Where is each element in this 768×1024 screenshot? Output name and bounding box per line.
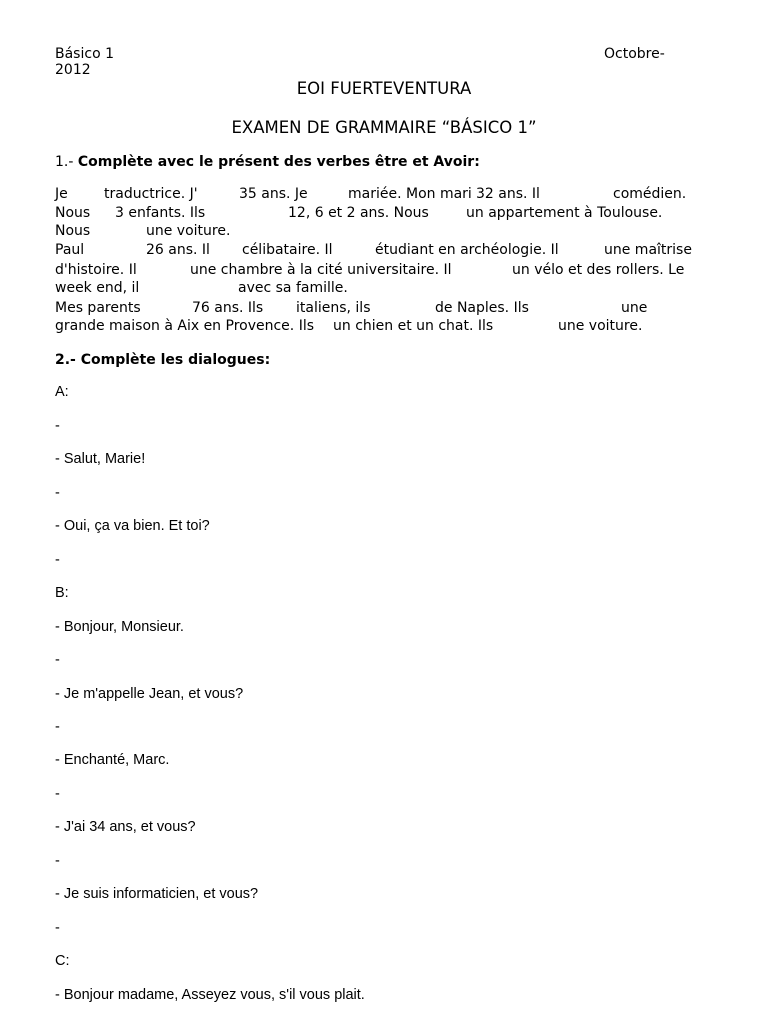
dialogue-line: A: <box>55 384 69 400</box>
ex1-segment: une voiture. <box>558 318 643 334</box>
dialogue-line: - Salut, Marie! <box>55 451 146 467</box>
dialogue-line: - <box>55 485 60 501</box>
ex1-segment: une chambre à la cité universitaire. Il <box>190 262 452 278</box>
dialogue-line: - J'ai 34 ans, et vous? <box>55 819 196 835</box>
header-month: Octobre- <box>604 46 665 62</box>
dialogue-line: - <box>55 920 60 936</box>
ex1-segment: un chien et un chat. Ils <box>333 318 494 334</box>
dialogue-line: - <box>55 853 60 869</box>
dialogue-line: - Je suis informaticien, et vous? <box>55 886 259 902</box>
ex1-segment: italiens, ils <box>296 300 371 316</box>
ex1-segment: étudiant en archéologie. Il <box>375 242 559 258</box>
ex1-segment: un appartement à Toulouse. <box>466 205 663 221</box>
dialogue-line: - Enchanté, Marc. <box>55 752 170 768</box>
ex1-segment: une maîtrise <box>604 242 692 258</box>
dialogue-line: B: <box>55 585 69 601</box>
dialogue-line: - <box>55 652 60 668</box>
ex1-segment: Nous <box>55 223 91 239</box>
exercise1-number: 1.- <box>55 154 74 170</box>
dialogue-line: - <box>55 719 60 735</box>
exam-subtitle: EXAMEN DE GRAMMAIRE “BÁSICO 1” <box>231 118 537 137</box>
dialogue-line: - Oui, ça va bien. Et toi? <box>55 518 210 534</box>
dialogue-line: C: <box>55 953 70 969</box>
ex1-segment: Mes parents <box>55 300 141 316</box>
ex1-segment: avec sa famille. <box>238 280 348 296</box>
ex1-segment: 35 ans. Je <box>239 186 308 202</box>
dialogue-line: - <box>55 552 60 568</box>
ex1-segment: mariée. Mon mari <box>348 186 472 202</box>
ex1-segment: 32 ans. Il <box>476 186 540 202</box>
ex1-segment: de Naples. Ils <box>435 300 529 316</box>
exercise1-heading <box>55 154 480 171</box>
ex1-segment: 12, 6 et 2 ans. Nous <box>288 205 429 221</box>
ex1-segment: d'histoire. Il <box>55 262 137 278</box>
header-course: Básico 1 <box>55 46 114 62</box>
ex1-segment: traductrice. J' <box>104 186 198 202</box>
ex1-segment: Je <box>55 186 68 202</box>
ex1-segment: un vélo et des rollers. Le <box>512 262 685 278</box>
ex1-segment: grande maison à Aix en Provence. Ils <box>55 318 315 334</box>
ex1-segment: comédien. <box>613 186 687 202</box>
ex1-segment: 26 ans. Il <box>146 242 210 258</box>
ex1-segment: célibataire. Il <box>242 242 333 258</box>
dialogue-line: - Bonjour madame, Asseyez vous, s'il vous plait. <box>55 987 365 1003</box>
dialogue-line: - Bonjour, Monsieur. <box>55 619 184 635</box>
dialogue-line: - Je m'appelle Jean, et vous? <box>55 686 244 702</box>
ex1-segment: 76 ans. Ils <box>192 300 264 316</box>
ex1-segment: week end, il <box>55 280 140 296</box>
ex1-segment: Nous <box>55 205 91 221</box>
ex1-segment: Paul <box>55 242 85 258</box>
ex1-segment: une voiture. <box>146 223 231 239</box>
ex1-segment: 3 enfants. Ils <box>115 205 206 221</box>
dialogue-line: - <box>55 786 60 802</box>
exercise1-instruction: Complète avec le présent des verbes être et Avoir: <box>77 154 480 170</box>
dialogue-line: - <box>55 418 60 434</box>
header-year: 2012 <box>55 62 91 78</box>
page-title: EOI FUERTEVENTURA <box>296 79 472 98</box>
ex1-segment: une <box>621 300 648 316</box>
exercise2-heading: 2.- Complète les dialogues: <box>55 352 271 368</box>
